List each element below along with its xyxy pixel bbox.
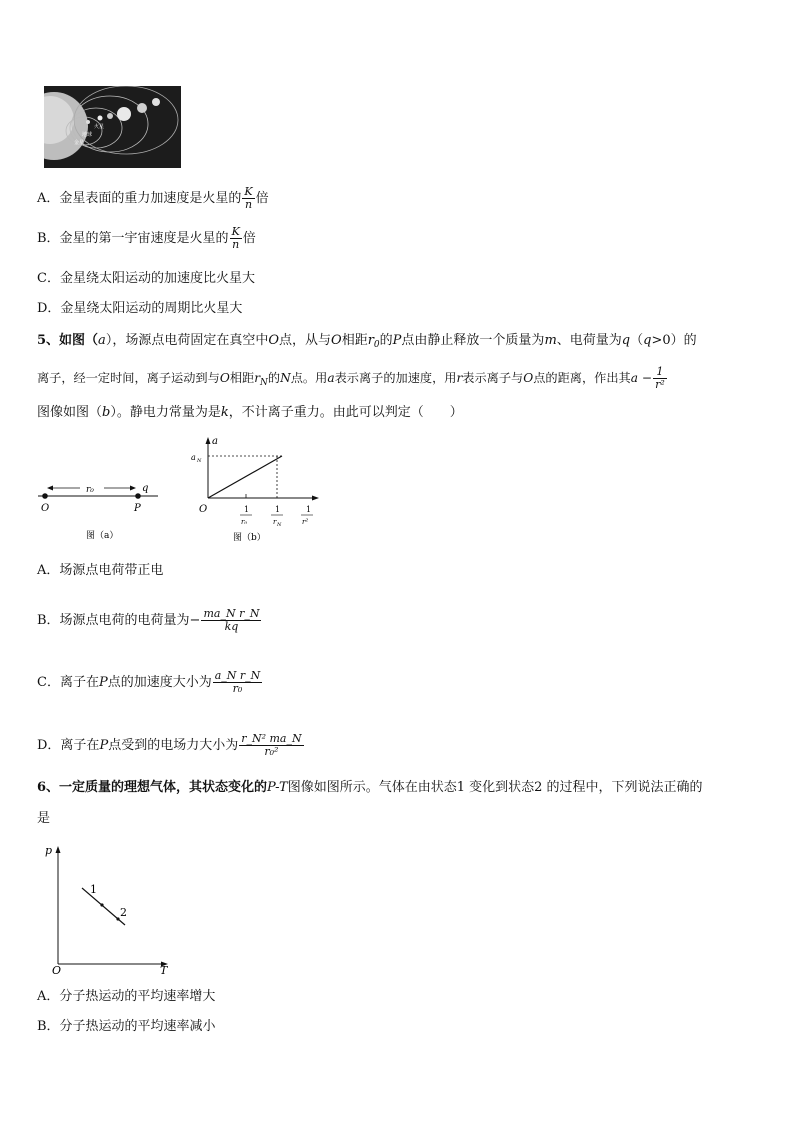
t: 点的距离，作出其	[533, 371, 631, 385]
fig-b-tick3-num: 1	[306, 505, 312, 514]
pt-graph-o-label: O	[52, 964, 62, 977]
frac-den: n	[232, 238, 240, 251]
q5-stem-line2	[37, 366, 668, 392]
q5-option-a: A．场源点电荷带正电	[37, 563, 164, 578]
planet-label-venus: 金星	[74, 140, 85, 146]
t: N	[260, 378, 268, 388]
frac-num: a_N r_N	[214, 669, 261, 682]
t: O	[523, 371, 534, 385]
q5-option-d	[37, 733, 305, 758]
q5-stem-line3	[37, 404, 463, 422]
t: 点由静止释放一个质量为	[401, 333, 545, 348]
q4-option-b-text: B．金星的第一宇宙速度是火星的	[37, 231, 229, 246]
t: b	[102, 405, 111, 420]
frac-num: ma_N r_N	[203, 607, 260, 620]
t: r	[456, 371, 463, 385]
pt-graph-state1-label: 1	[90, 883, 97, 896]
frac-num: 1	[653, 366, 667, 379]
t: 的	[267, 371, 281, 385]
t: 图像如图所示。气体在由状态1 变化到状态2 的过程中，下列说法正确的	[287, 780, 703, 795]
fig-b-tick1-den: r₀	[241, 518, 248, 526]
q4-option-a	[37, 186, 269, 211]
t: 表示离子的加速度，用	[334, 371, 457, 385]
t: 离子，经一定时间，离子运动到与	[37, 371, 220, 385]
t: ，不计离子重力。由此可以判定（ ）	[228, 405, 463, 420]
planet-label-mars: 火星	[94, 124, 105, 130]
t: a	[98, 333, 106, 348]
t: 6、一定质量的理想气体，其状态变化的	[37, 780, 268, 795]
t: 表示离子与	[462, 371, 524, 385]
t: B．场源点电荷的电荷量为−	[37, 613, 201, 628]
t: k	[220, 405, 229, 420]
fig-b-a-axis: a	[212, 436, 218, 447]
fig-b-tick3-den: r²	[302, 518, 309, 526]
fig-a-caption: 图（a）	[86, 531, 119, 541]
t: 相距	[341, 333, 368, 348]
fig-a-p-label: P	[134, 503, 141, 514]
t: C．离子在	[37, 675, 99, 690]
q6-option-b: B．分子热运动的平均速率减小	[37, 1019, 216, 1034]
t: D．离子在	[37, 738, 100, 753]
fig-b-an-label: a	[191, 453, 196, 462]
fig-b-tick2-num: 1	[275, 505, 281, 514]
figure-b	[188, 434, 328, 546]
pt-graph-state2-label: 2	[120, 906, 127, 919]
t: 5、如图（	[37, 333, 99, 348]
t: ），场源点电荷固定在真空中	[105, 333, 269, 348]
t: P	[98, 675, 108, 690]
t: N	[280, 371, 291, 385]
t: >0）的	[651, 333, 697, 348]
q4-option-a-tail: 倍	[255, 191, 269, 206]
fig-b-caption: 图（b）	[233, 533, 266, 543]
frac-num: K	[244, 185, 253, 198]
frac-den: r₀²	[264, 745, 279, 758]
frac-den: r₀	[232, 682, 243, 695]
q6-stem-line1	[37, 779, 703, 797]
t: 点。用	[290, 371, 328, 385]
t: O	[219, 371, 230, 385]
q4-option-b	[37, 226, 256, 251]
t: r	[254, 371, 261, 385]
q4-option-c: C．金星绕太阳运动的加速度比火星大	[37, 271, 255, 286]
t: r	[367, 333, 374, 348]
t: 相距	[229, 371, 255, 385]
t: a −	[630, 371, 653, 385]
q4-option-a-text: A．金星表面的重力加速度是火星的	[37, 191, 242, 206]
frac-den: kq	[224, 620, 239, 633]
fig-b-o-label: O	[199, 504, 208, 515]
frac-num: r_N² ma_N	[241, 732, 302, 745]
frac-den: r²	[655, 378, 665, 391]
t: q	[643, 333, 652, 348]
q4-option-d: D．金星绕太阳运动的周期比火星大	[37, 301, 243, 316]
q5-option-c	[37, 670, 263, 695]
fig-b-an-sub: N	[197, 458, 202, 464]
t: a	[327, 371, 335, 385]
t: q	[621, 333, 631, 348]
t: ）。静电力常量为是	[110, 405, 221, 420]
t: 0	[373, 340, 380, 350]
pt-graph-t-axis: T	[160, 964, 168, 977]
t: O	[268, 333, 279, 348]
pt-graph-p-axis: p	[45, 844, 53, 857]
t: 点受到的电场力大小为	[108, 738, 239, 753]
pt-graph	[38, 840, 178, 978]
t: 图像如图（	[37, 405, 103, 420]
q6-option-a: A．分子热运动的平均速率增大	[37, 989, 216, 1004]
q6-stem-line2: 是	[37, 811, 51, 826]
q4-option-b-tail: 倍	[242, 231, 256, 246]
solar-system-image	[44, 86, 181, 168]
fig-a-q-label: q	[142, 483, 149, 494]
t: O	[331, 333, 342, 348]
t: m	[544, 333, 557, 348]
fig-a-r0-label: r₀	[86, 485, 94, 495]
t: 、电荷量为	[556, 333, 622, 348]
t: P	[99, 738, 109, 753]
t: 点，从与	[279, 333, 332, 348]
t: 点的加速度大小为	[107, 675, 212, 690]
figure-a	[34, 474, 164, 544]
fig-b-tick2-den: r	[273, 518, 277, 526]
t: P	[392, 333, 402, 348]
fig-b-tick1-num: 1	[244, 505, 250, 514]
fig-b-tick2-den-sub: N	[277, 522, 282, 528]
frac-num: K	[231, 225, 240, 238]
t: P-T	[267, 780, 288, 795]
t: （	[630, 333, 644, 348]
q5-stem-line1	[37, 332, 697, 354]
q5-option-b	[37, 608, 262, 633]
planet-label-earth: 地球	[82, 132, 93, 138]
frac-den: n	[244, 198, 253, 211]
fig-a-o-label: O	[41, 503, 50, 514]
t: 的	[379, 333, 393, 348]
